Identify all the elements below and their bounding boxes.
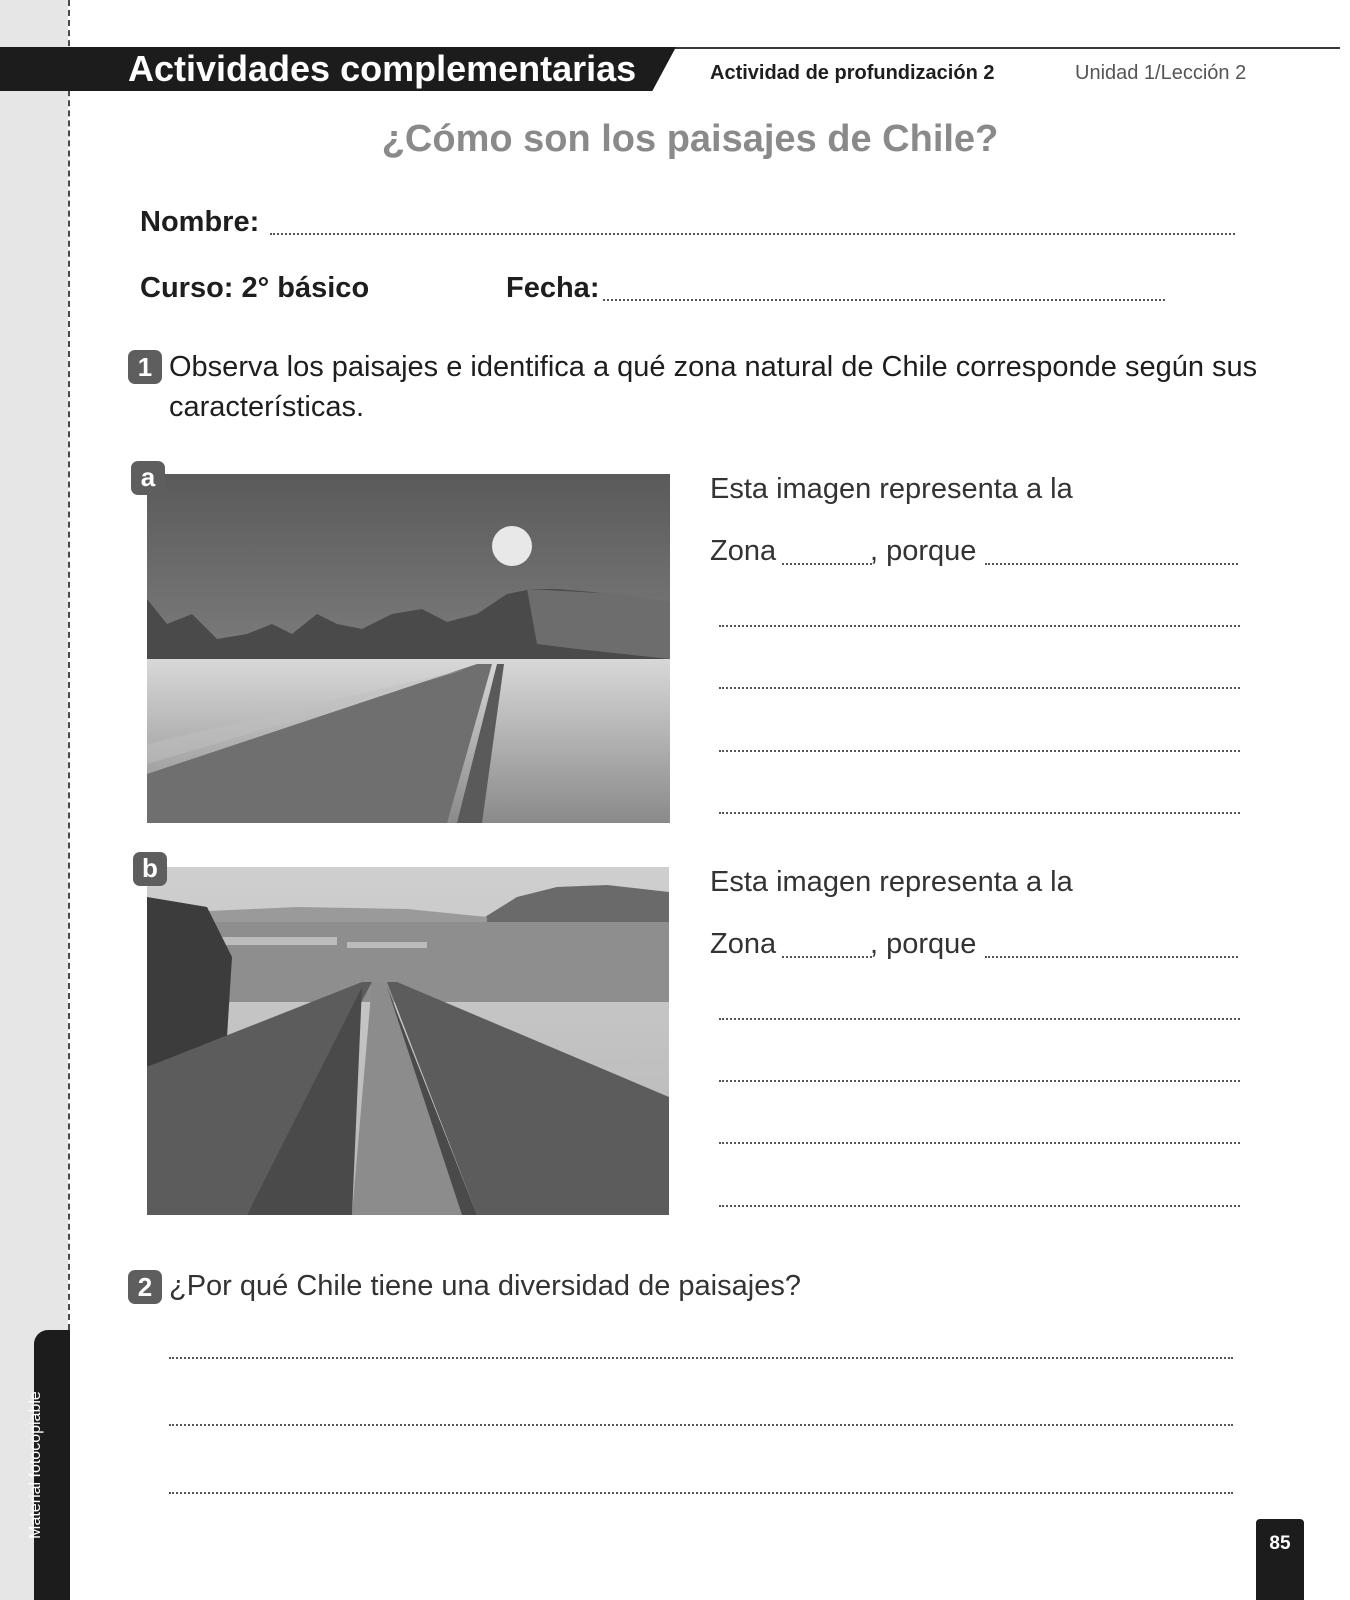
name-field[interactable] <box>270 233 1235 235</box>
item-b-answer-line[interactable] <box>985 956 1238 958</box>
page-title: ¿Cómo son los paisajes de Chile? <box>381 118 999 160</box>
date-label: Fecha: <box>506 272 600 304</box>
item-a-zona-field[interactable] <box>782 563 872 565</box>
item-a-label: a <box>131 461 165 495</box>
item-a-prompt: Esta imagen representa a la <box>710 473 1073 505</box>
cut-line <box>68 0 70 1330</box>
side-tab-label: Material fotocopiable <box>27 1391 44 1539</box>
item-a-porque-label: , porque <box>870 535 977 567</box>
question-1-text: Observa los paisajes e identifica a qué zona natural de Chile corresponde según sus características. <box>169 351 1258 423</box>
question-2-number: 2 <box>128 1270 162 1304</box>
item-b-answer-line[interactable] <box>719 1205 1240 1207</box>
item-a-answer-line[interactable] <box>985 563 1238 565</box>
item-b-zona-label: Zona <box>710 928 777 960</box>
item-a-answer-line[interactable] <box>719 812 1240 814</box>
question-2-answer-line[interactable] <box>169 1492 1233 1494</box>
question-2-text: ¿Por qué Chile tiene una diversidad de paisajes? <box>169 1270 801 1302</box>
item-b-porque-label: , porque <box>870 928 977 960</box>
section-title: Actividades complementarias <box>128 48 637 89</box>
item-b-prompt: Esta imagen representa a la <box>710 866 1073 898</box>
item-b-zona-field[interactable] <box>782 956 872 958</box>
item-b-label: b <box>133 852 167 886</box>
item-b-answer-line[interactable] <box>719 1080 1240 1082</box>
item-a-answer-line[interactable] <box>719 687 1240 689</box>
question-1-number: 1 <box>128 350 162 384</box>
item-b-answer-line[interactable] <box>719 1018 1240 1020</box>
name-label: Nombre: <box>140 206 260 238</box>
unit-label: Unidad 1/Lección 2 <box>1075 62 1247 84</box>
question-2-answer-line[interactable] <box>169 1357 1233 1359</box>
date-field[interactable] <box>603 299 1165 301</box>
question-2-answer-line[interactable] <box>169 1424 1233 1426</box>
desert-landscape-image <box>147 474 670 823</box>
side-tab <box>27 1330 70 1600</box>
item-a-answer-line[interactable] <box>719 625 1240 627</box>
vineyard-landscape-image <box>147 867 669 1215</box>
item-a-zona-label: Zona <box>710 535 777 567</box>
item-b-answer-line[interactable] <box>719 1142 1240 1144</box>
activity-label: Actividad de profundización 2 <box>710 62 995 84</box>
course-label: Curso: 2° básico <box>140 272 370 304</box>
item-a-answer-line[interactable] <box>719 750 1240 752</box>
header-rule <box>640 47 1340 49</box>
page-number: 85 <box>1256 1519 1304 1600</box>
